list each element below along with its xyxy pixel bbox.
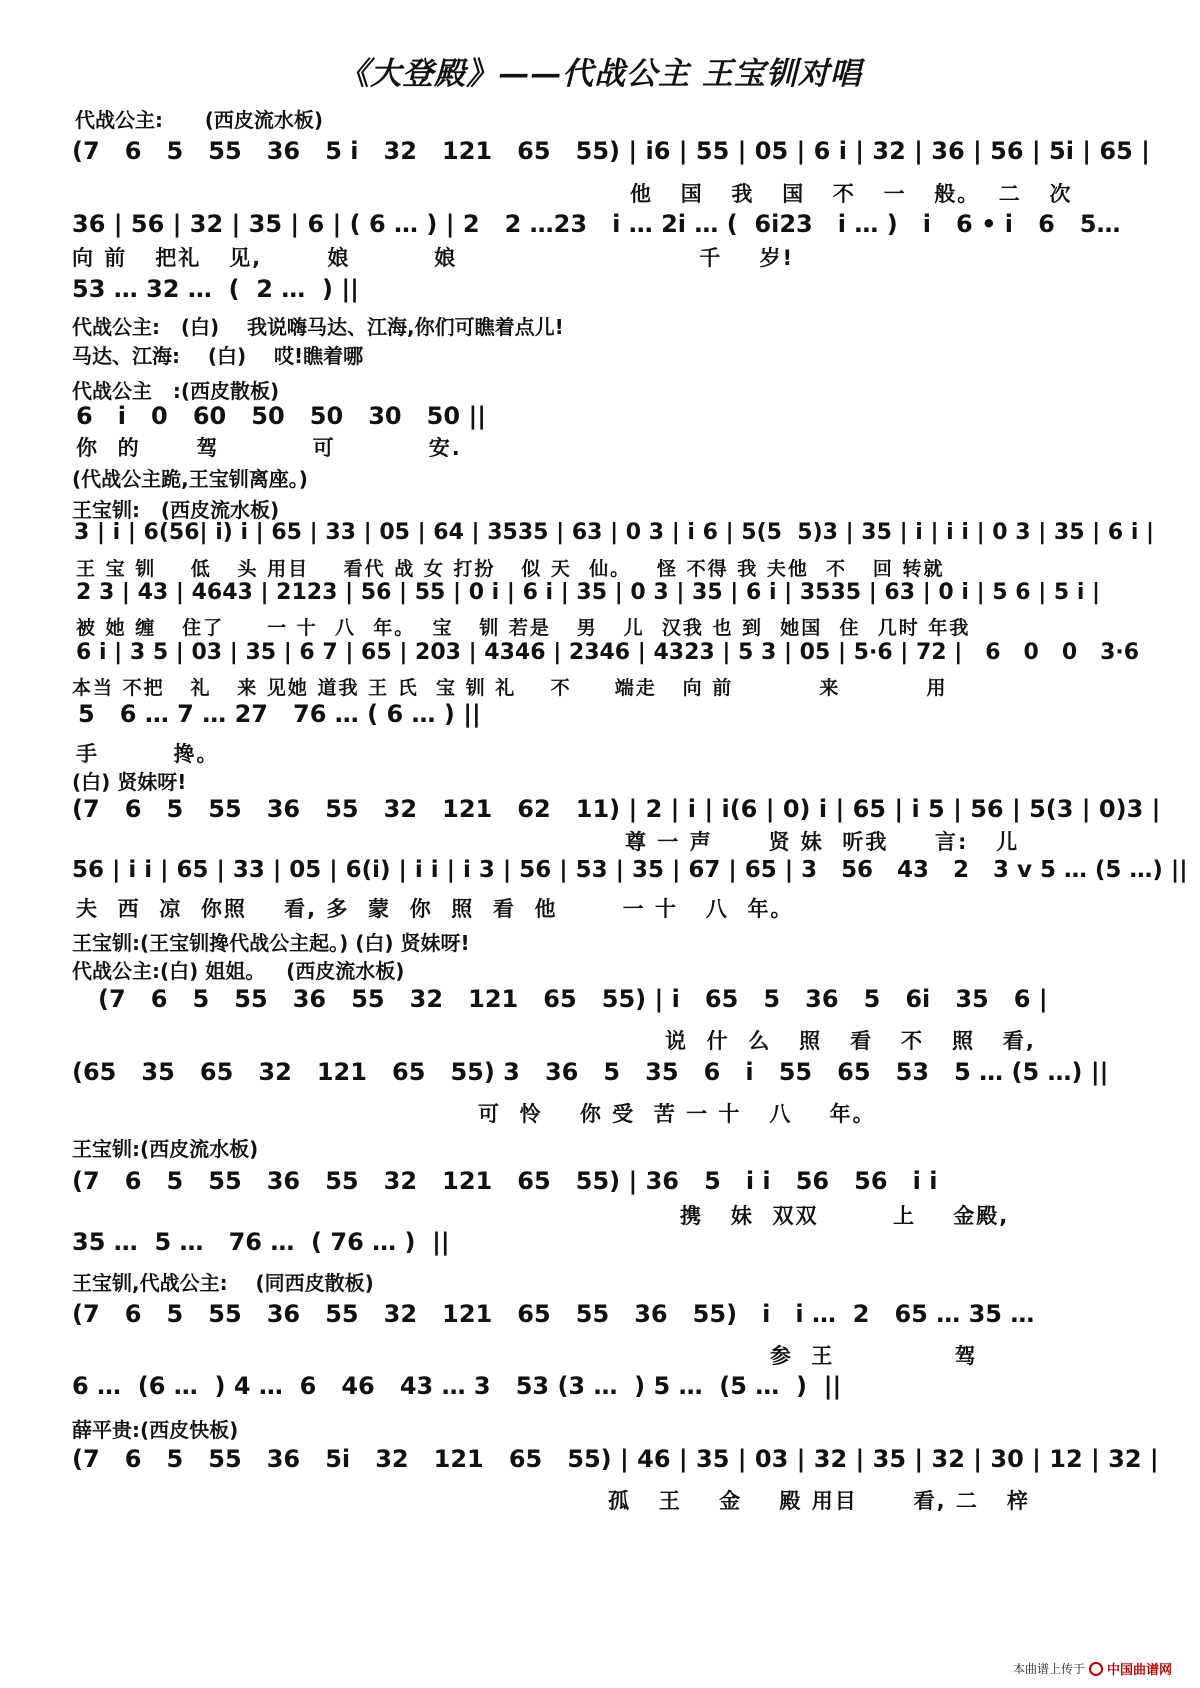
lyrics-line: 可 怜 你 受 苦 一 十 八 年。 xyxy=(478,1102,876,1126)
section-heading: 王宝钏,代战公主: (同西皮散板) xyxy=(72,1271,374,1295)
notation-line: (7 6 5 55 36 55 32 121 65 55) | i 65 5 36 5 6i 35 6 | xyxy=(98,985,1048,1013)
lyrics-line: 说 什 么 照 看 不 照 看, xyxy=(665,1029,1036,1053)
lyrics-line: 手 搀。 xyxy=(76,742,220,766)
lyrics-line: 参 王 驾 xyxy=(770,1344,978,1368)
lyrics-line: 向 前 把礼 见, 娘 娘 千 岁! xyxy=(72,246,795,270)
notation-line: 3 | i | 6(56| i) i | 65 | 33 | 05 | 64 | 3535 | 63 | 0 3 | i 6 | 5(5 5)3 | 35 | i | i i | 0 3 | 35 | 6 i | xyxy=(74,520,1155,545)
lyrics-line: 孤 王 金 殿 用目 看, 二 梓 xyxy=(608,1489,1030,1513)
lyrics-line: 携 妹 双双 上 金殿, xyxy=(680,1204,1010,1228)
dialogue-line: 代战公主: (白) 我说嗨马达、江海,你们可瞧着点儿! xyxy=(72,315,564,339)
lyrics-line: 他 国 我 国 不 一 般。 二 次 xyxy=(630,182,1073,206)
notation-line: (7 6 5 55 36 55 32 121 65 55 36 55) i i … 2 65 … 35 … xyxy=(72,1300,1035,1328)
notation-line: (7 6 5 55 36 5 i 32 121 65 55) | i6 | 55 | 05 | 6 i | 32 | 36 | 56 | 5i | 65 | xyxy=(72,137,1150,165)
lyrics-line: 尊 一 声 贤 妹 听我 言: 儿 xyxy=(625,830,1020,854)
notation-line: (65 35 65 32 121 65 55) 3 36 5 35 6 i 55 65 53 5 … (5 …) || xyxy=(72,1058,1109,1086)
section-heading: 代战公主: (西皮流水板) xyxy=(75,108,324,132)
notation-line: (7 6 5 55 36 5i 32 121 65 55) | 46 | 35 | 03 | 32 | 35 | 32 | 30 | 12 | 32 | xyxy=(72,1445,1159,1473)
notation-line: 6 i | 3 5 | 03 | 35 | 6 7 | 65 | 203 | 4346 | 2346 | 4323 | 5 3 | 05 | 5·6 | 72 | 6 0 0 3·6 xyxy=(76,640,1140,665)
notation-line: 35 … 5 … 76 … ( 76 … ) || xyxy=(72,1228,450,1256)
stage-direction: (代战公主跪,王宝钏离座。) xyxy=(72,467,308,491)
section-heading: 薛平贵:(西皮快板) xyxy=(72,1418,239,1442)
dialogue-line: (白) 贤妹呀! xyxy=(72,770,187,794)
site-logo-icon xyxy=(1089,1662,1103,1676)
lyrics-line: 本当 不把 礼 来 见她 道我 王 氏 宝 钏 礼 不 端走 向 前 来 用 xyxy=(72,677,948,699)
dialogue-line: 马达、江海: (白) 哎!瞧着哪 xyxy=(72,344,364,368)
lyrics-line: 你 的 驾 可 安. xyxy=(76,436,462,460)
notation-line: (7 6 5 55 36 55 32 121 65 55) | 36 5 i i 56 56 i i xyxy=(72,1167,938,1195)
section-heading: 王宝钏:(西皮流水板) xyxy=(72,1137,259,1161)
section-heading: 代战公主 :(西皮散板) xyxy=(72,379,280,403)
lyrics-line: 王 宝 钏 低 头 用目 看代 战 女 打扮 似 天 仙。 怪 不得 我 夫他 不 回 转就 xyxy=(76,558,945,580)
notation-line: 2 3 | 43 | 4643 | 2123 | 56 | 55 | 0 i | 6 i | 35 | 0 3 | 35 | 6 i | 3535 | 63 | 0 i | 5 6 | 5 i | xyxy=(76,580,1101,605)
score-title: 《大登殿》——代战公主 王宝钏对唱 xyxy=(338,56,862,92)
credit-text: 本曲谱上传于 xyxy=(1012,1662,1085,1676)
lyrics-line: 夫 西 凉 你照 看, 多 蒙 你 照 看 他 一 十 八 年。 xyxy=(76,897,794,921)
section-heading: 王宝钏: (西皮流水板) xyxy=(72,498,280,522)
dialogue-line: 代战公主:(白) 姐姐。 (西皮流水板) xyxy=(72,959,405,983)
notation-line: 5 6 … 7 … 27 76 … ( 6 … ) || xyxy=(78,700,481,728)
notation-line: (7 6 5 55 36 55 32 121 62 11) | 2 | i | i(6 | 0) i | 65 | i 5 | 56 | 5(3 | 0)3 | xyxy=(72,795,1161,823)
upload-credit xyxy=(1013,1659,1172,1678)
notation-line: 6 i 0 60 50 50 30 50 || xyxy=(76,402,486,430)
dialogue-line: 王宝钏:(王宝钏搀代战公主起。) (白) 贤妹呀! xyxy=(72,931,470,955)
notation-line: 53 … 32 … ( 2 … ) || xyxy=(72,275,359,303)
notation-line: 56 | i i | 65 | 33 | 05 | 6(i) | i i | i 3 | 56 | 53 | 35 | 67 | 65 | 3 56 43 2 3 v 5 … (5 …) || xyxy=(72,857,1188,883)
notation-line: 6 … (6 … ) 4 … 6 46 43 … 3 53 (3 … ) 5 … (5 … ) || xyxy=(72,1372,842,1400)
lyrics-line: 被 她 缠 住了 一 十 八 年。 宝 钏 若是 男 儿 汉我 也 到 她国 住 几时 年我 xyxy=(76,617,971,639)
site-name[interactable]: 中国曲谱网 xyxy=(1106,1663,1172,1678)
notation-line: 36 | 56 | 32 | 35 | 6 | ( 6 … ) | 2 2 …23 i … 2i … ( 6i23 i … ) i 6 • i 6 5… xyxy=(72,210,1121,238)
